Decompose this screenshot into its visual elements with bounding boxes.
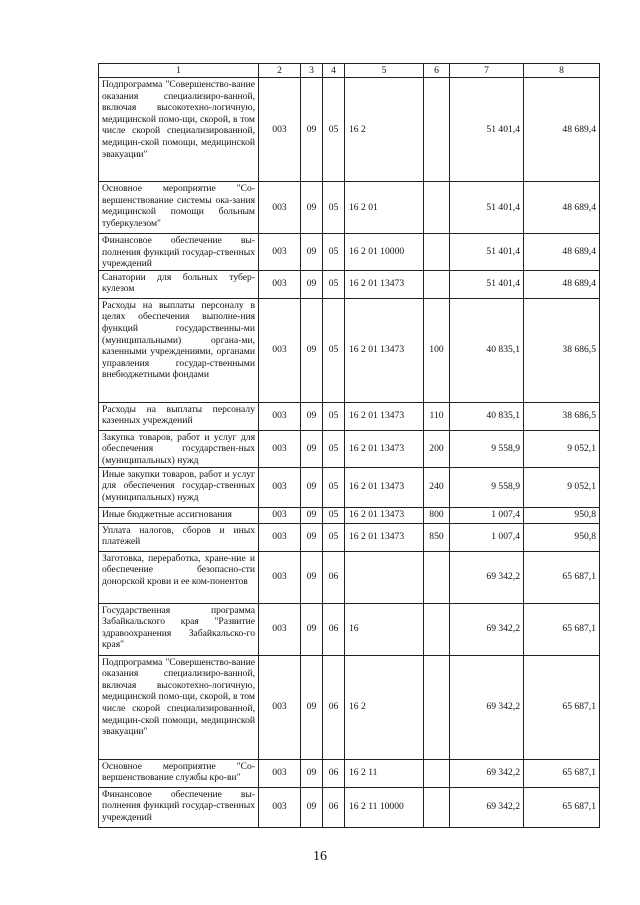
row-admin-code-cell: 003 — [259, 759, 301, 787]
row-section-cell: 09 — [301, 551, 323, 603]
row-name-cell: Расходы на выплаты персоналу в целях обеспечения выполне-ния функций государственны-ми (муниципальными) органа-ми, казенными учреждениями, органами управления государ-ственными внебюджетными фондами — [99, 298, 259, 402]
page-number: 16 — [313, 849, 327, 864]
row-name-cell: Санатории для больных тубер-кулезом — [99, 270, 259, 298]
row-amount-2-cell: 950,8 — [524, 523, 600, 551]
row-amount-1-cell: 51 401,4 — [450, 78, 524, 182]
table-row — [99, 655, 600, 759]
row-target-article-cell: 16 2 11 10000 — [345, 787, 424, 827]
row-subsection-cell: 05 — [323, 270, 345, 298]
row-admin-code-cell: 003 — [259, 182, 301, 234]
row-expense-type-cell: 850 — [424, 523, 450, 551]
row-name-cell: Уплата налогов, сборов и иных платежей — [99, 523, 259, 551]
row-amount-2-cell: 48 689,4 — [524, 182, 600, 234]
table-row — [99, 298, 600, 402]
table-row — [99, 430, 600, 467]
row-expense-type-cell — [424, 551, 450, 603]
table-body — [99, 78, 600, 828]
row-section-cell: 09 — [301, 787, 323, 827]
row-amount-1-cell: 9 558,9 — [450, 430, 524, 467]
row-name-cell: Подпрограмма "Совершенство-вание оказания специализиро-ванной, включая высокотехно-логичную, медицинской помо-щи, скорой, в том числе скорой специализированной, медицин-ской помощи, медицинской эвакуации" — [99, 78, 259, 182]
row-section-cell: 09 — [301, 402, 323, 430]
row-admin-code-cell: 003 — [259, 430, 301, 467]
row-target-article-cell: 16 2 01 13473 — [345, 523, 424, 551]
row-section-cell: 09 — [301, 78, 323, 182]
row-section-cell: 09 — [301, 298, 323, 402]
row-amount-2-cell: 48 689,4 — [524, 234, 600, 271]
table-row — [99, 182, 600, 234]
table-row — [99, 603, 600, 655]
row-subsection-cell: 06 — [323, 787, 345, 827]
row-amount-1-cell: 51 401,4 — [450, 270, 524, 298]
row-amount-2-cell: 65 687,1 — [524, 787, 600, 827]
row-name-cell: Иные бюджетные ассигнования — [99, 507, 259, 523]
row-target-article-cell: 16 2 01 13473 — [345, 402, 424, 430]
table-row — [99, 270, 600, 298]
row-name-cell: Расходы на выплаты персоналу казенных учреждений — [99, 402, 259, 430]
row-amount-2-cell: 9 052,1 — [524, 467, 600, 507]
row-name-cell: Заготовка, переработка, хране-ние и обеспечение безопасно-сти донорской крови и ее ком-понентов — [99, 551, 259, 603]
row-target-article-cell: 16 2 01 13473 — [345, 467, 424, 507]
row-target-article-cell: 16 2 — [345, 78, 424, 182]
row-amount-1-cell: 51 401,4 — [450, 182, 524, 234]
row-name-cell: Финансовое обеспечение вы-полнения функций государ-ственных учреждений — [99, 234, 259, 271]
row-subsection-cell: 05 — [323, 298, 345, 402]
row-expense-type-cell: 800 — [424, 507, 450, 523]
row-subsection-cell: 05 — [323, 234, 345, 271]
row-admin-code-cell: 003 — [259, 234, 301, 271]
row-admin-code-cell: 003 — [259, 402, 301, 430]
row-name-cell: Иные закупки товаров, работ и услуг для обеспечения государ-ственных (муниципальных) нужд — [99, 467, 259, 507]
row-amount-1-cell: 69 342,2 — [450, 655, 524, 759]
table-header-row — [99, 64, 600, 78]
row-subsection-cell: 05 — [323, 467, 345, 507]
row-expense-type-cell — [424, 603, 450, 655]
row-expense-type-cell — [424, 787, 450, 827]
header-cell: 6 — [424, 64, 450, 78]
row-admin-code-cell: 003 — [259, 655, 301, 759]
row-amount-1-cell: 1 007,4 — [450, 523, 524, 551]
row-admin-code-cell: 003 — [259, 523, 301, 551]
row-amount-1-cell: 40 835,1 — [450, 298, 524, 402]
row-name-cell: Финансовое обеспечение вы-полнения функций государ-ственных учреждений — [99, 787, 259, 827]
row-name-cell: Основное мероприятие "Со-вершенствование системы ока-зания медицинской помощи больным туберкулезом" — [99, 182, 259, 234]
row-target-article-cell — [345, 551, 424, 603]
table-row — [99, 759, 600, 787]
row-expense-type-cell — [424, 234, 450, 271]
row-expense-type-cell: 200 — [424, 430, 450, 467]
row-expense-type-cell — [424, 182, 450, 234]
row-section-cell: 09 — [301, 523, 323, 551]
table-row — [99, 507, 600, 523]
table-row — [99, 402, 600, 430]
row-admin-code-cell: 003 — [259, 603, 301, 655]
row-subsection-cell: 05 — [323, 430, 345, 467]
row-name-cell: Основное мероприятие "Со-вершенствование службы кро-ви" — [99, 759, 259, 787]
row-section-cell: 09 — [301, 759, 323, 787]
row-amount-2-cell: 48 689,4 — [524, 78, 600, 182]
row-section-cell: 09 — [301, 182, 323, 234]
row-amount-1-cell: 51 401,4 — [450, 234, 524, 271]
row-subsection-cell: 06 — [323, 551, 345, 603]
row-target-article-cell: 16 2 01 13473 — [345, 270, 424, 298]
row-target-article-cell: 16 2 01 13473 — [345, 507, 424, 523]
row-section-cell: 09 — [301, 603, 323, 655]
row-subsection-cell: 05 — [323, 402, 345, 430]
row-target-article-cell: 16 2 01 — [345, 182, 424, 234]
row-amount-1-cell: 69 342,2 — [450, 603, 524, 655]
row-amount-1-cell: 69 342,2 — [450, 759, 524, 787]
row-amount-2-cell: 65 687,1 — [524, 603, 600, 655]
table-row — [99, 787, 600, 827]
row-subsection-cell: 05 — [323, 182, 345, 234]
row-amount-1-cell: 69 342,2 — [450, 551, 524, 603]
row-expense-type-cell: 110 — [424, 402, 450, 430]
row-amount-1-cell: 1 007,4 — [450, 507, 524, 523]
header-cell: 8 — [524, 64, 600, 78]
row-subsection-cell: 06 — [323, 603, 345, 655]
row-amount-2-cell: 65 687,1 — [524, 759, 600, 787]
row-amount-1-cell: 40 835,1 — [450, 402, 524, 430]
header-cell: 7 — [450, 64, 524, 78]
header-cell: 5 — [345, 64, 424, 78]
table-row — [99, 551, 600, 603]
row-target-article-cell: 16 2 — [345, 655, 424, 759]
row-amount-2-cell: 65 687,1 — [524, 655, 600, 759]
row-subsection-cell: 06 — [323, 759, 345, 787]
row-amount-2-cell: 65 687,1 — [524, 551, 600, 603]
header-cell: 4 — [323, 64, 345, 78]
row-target-article-cell: 16 2 01 10000 — [345, 234, 424, 271]
row-section-cell: 09 — [301, 270, 323, 298]
row-admin-code-cell: 003 — [259, 78, 301, 182]
row-admin-code-cell: 003 — [259, 298, 301, 402]
table-row — [99, 78, 600, 182]
row-admin-code-cell: 003 — [259, 467, 301, 507]
row-expense-type-cell: 100 — [424, 298, 450, 402]
row-name-cell: Подпрограмма "Совершенство-вание оказания специализиро-ванной, включая высокотехно-логичную, медицинской помо-щи, скорой, в том числе скорой специализированной, медицин-ской помощи, медицинской эвакуации" — [99, 655, 259, 759]
row-admin-code-cell: 003 — [259, 270, 301, 298]
budget-table — [98, 63, 600, 828]
row-amount-2-cell: 9 052,1 — [524, 430, 600, 467]
header-cell: 3 — [301, 64, 323, 78]
row-section-cell: 09 — [301, 655, 323, 759]
row-section-cell: 09 — [301, 507, 323, 523]
row-target-article-cell: 16 2 11 — [345, 759, 424, 787]
row-expense-type-cell — [424, 78, 450, 182]
row-section-cell: 09 — [301, 467, 323, 507]
row-section-cell: 09 — [301, 234, 323, 271]
table-row — [99, 523, 600, 551]
row-amount-1-cell: 69 342,2 — [450, 787, 524, 827]
row-target-article-cell: 16 2 01 13473 — [345, 430, 424, 467]
row-subsection-cell: 05 — [323, 78, 345, 182]
row-subsection-cell: 05 — [323, 507, 345, 523]
row-expense-type-cell: 240 — [424, 467, 450, 507]
header-cell: 2 — [259, 64, 301, 78]
row-amount-2-cell: 38 686,5 — [524, 298, 600, 402]
row-admin-code-cell: 003 — [259, 787, 301, 827]
row-admin-code-cell: 003 — [259, 507, 301, 523]
row-target-article-cell: 16 2 01 13473 — [345, 298, 424, 402]
table-row — [99, 234, 600, 271]
table-row — [99, 467, 600, 507]
row-name-cell: Закупка товаров, работ и услуг для обеспечения государствен-ных (муниципальных) нужд — [99, 430, 259, 467]
row-amount-2-cell: 950,8 — [524, 507, 600, 523]
row-subsection-cell: 05 — [323, 523, 345, 551]
row-section-cell: 09 — [301, 430, 323, 467]
row-amount-2-cell: 48 689,4 — [524, 270, 600, 298]
row-subsection-cell: 06 — [323, 655, 345, 759]
row-amount-1-cell: 9 558,9 — [450, 467, 524, 507]
header-cell: 1 — [99, 64, 259, 78]
row-expense-type-cell — [424, 655, 450, 759]
row-target-article-cell: 16 — [345, 603, 424, 655]
row-expense-type-cell — [424, 759, 450, 787]
row-name-cell: Государственная программа Забайкальского края "Развитие здравоохранения Забайкальско-го края" — [99, 603, 259, 655]
row-amount-2-cell: 38 686,5 — [524, 402, 600, 430]
row-admin-code-cell: 003 — [259, 551, 301, 603]
row-expense-type-cell — [424, 270, 450, 298]
